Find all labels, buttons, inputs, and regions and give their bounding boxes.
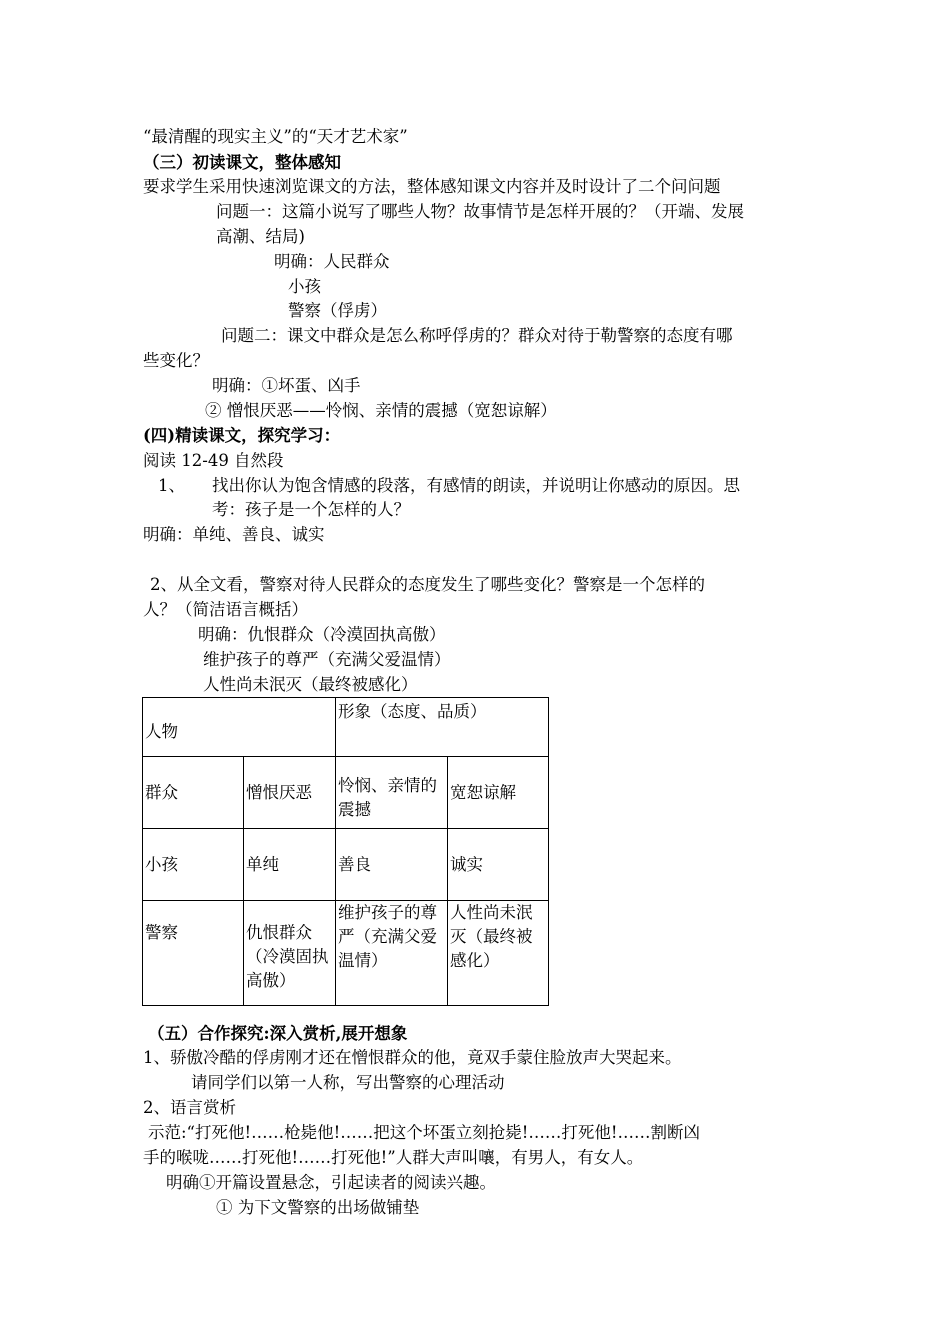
- question2-line1: 问题二：课文中群众是怎么称呼俘虏的？群众对待于勒警察的态度有哪: [221, 326, 733, 345]
- table-cell: 宽恕谅解: [448, 757, 549, 829]
- table-cell-name: 小孩: [143, 829, 244, 901]
- question1-line1: 问题一：这篇小说写了哪些人物？故事情节是怎样开展的？（开端、发展: [216, 202, 744, 221]
- example-line2: 手的喉咙……打死他!……打死他!”人群大声叫嚷，有男人，有女人。: [143, 1148, 644, 1167]
- table-cell: 维护孩子的尊严（充满父爱温情）: [336, 901, 448, 1006]
- table-cell-name: 警察: [143, 901, 244, 1006]
- table-cell: 单纯: [244, 829, 336, 901]
- intro-line: “最清醒的现实主义”的“天才艺术家”: [143, 127, 408, 146]
- table-header-character: 人物: [143, 698, 336, 757]
- table-cell: 诚实: [448, 829, 549, 901]
- question2-answer-1: 明确：①坏蛋、凶手: [212, 376, 361, 395]
- item1-line2: 考：孩子是一个怎样的人？: [212, 500, 410, 519]
- item2-line2: 人？（简洁语言概括）: [143, 600, 308, 619]
- example-line1: 示范:“打死他!……枪毙他!……把这个坏蛋立刻抢毙!……打死他!……割断凶: [148, 1123, 701, 1142]
- section5-item1: 1、骄傲冷酷的俘虏刚才还在憎恨群众的他，竟双手蒙住脸放声大哭起来。: [143, 1048, 682, 1067]
- item1-answer: 明确：单纯、善良、诚实: [143, 525, 325, 544]
- table-cell: 善良: [336, 829, 448, 901]
- question2-line2: 些变化？: [143, 351, 209, 370]
- section3-heading: （三）初读课文，整体感知: [143, 153, 341, 172]
- item2-answer-1: 明确：仇恨群众（冷漠固执高傲）: [198, 625, 446, 644]
- section5-answer-2: ① 为下文警察的出场做铺垫: [216, 1198, 420, 1217]
- character-table: [142, 697, 549, 1006]
- table-cell: 怜悯、亲情的震撼: [336, 757, 448, 829]
- table-row: [143, 901, 549, 1006]
- table-header-image: 形象（态度、品质）: [336, 698, 549, 757]
- table-cell: 仇恨群众（冷漠固执高傲）: [244, 901, 336, 1006]
- section4-heading: (四)精读课文，探究学习：: [143, 426, 341, 445]
- section3-instruction: 要求学生采用快速浏览课文的方法，整体感知课文内容并及时设计了二个问问题: [143, 177, 721, 196]
- section5-item1-task: 请同学们以第一人称，写出警察的心理活动: [191, 1073, 505, 1092]
- read-range: 阅读 12-49 自然段: [143, 451, 284, 470]
- section5-heading: （五）合作探究:深入赏析,展开想象: [148, 1024, 408, 1043]
- question2-answer-2: ② 憎恨厌恶——怜悯、亲情的震撼（宽恕谅解）: [205, 401, 557, 420]
- section5-item2: 2、语言赏析: [143, 1098, 236, 1117]
- table-row: [143, 757, 549, 829]
- item2-answer-2: 维护孩子的尊严（充满父爱温情）: [203, 650, 451, 669]
- table-cell: 憎恨厌恶: [244, 757, 336, 829]
- item2-answer-3: 人性尚未泯灭（最终被感化）: [203, 675, 418, 694]
- table-row: [143, 829, 549, 901]
- item1-number: 1、: [158, 476, 185, 495]
- table-cell-name: 群众: [143, 757, 244, 829]
- question1-answer-3: 警察（俘虏）: [288, 301, 387, 320]
- table-cell: 人性尚未泯灭（最终被感化）: [448, 901, 549, 1006]
- question1-line2: 高潮、结局): [216, 227, 305, 246]
- table-row: [143, 698, 549, 757]
- section5-answer-1: 明确①开篇设置悬念，引起读者的阅读兴趣。: [166, 1173, 496, 1192]
- item1-line1: 找出你认为饱含情感的段落，有感情的朗读，并说明让你感动的原因。思: [212, 476, 740, 495]
- item2-line1: 2、从全文看，警察对待人民群众的态度发生了哪些变化？警察是一个怎样的: [150, 575, 705, 594]
- question1-answer-2: 小孩: [288, 277, 321, 296]
- question1-answer-1: 明确：人民群众: [274, 252, 390, 271]
